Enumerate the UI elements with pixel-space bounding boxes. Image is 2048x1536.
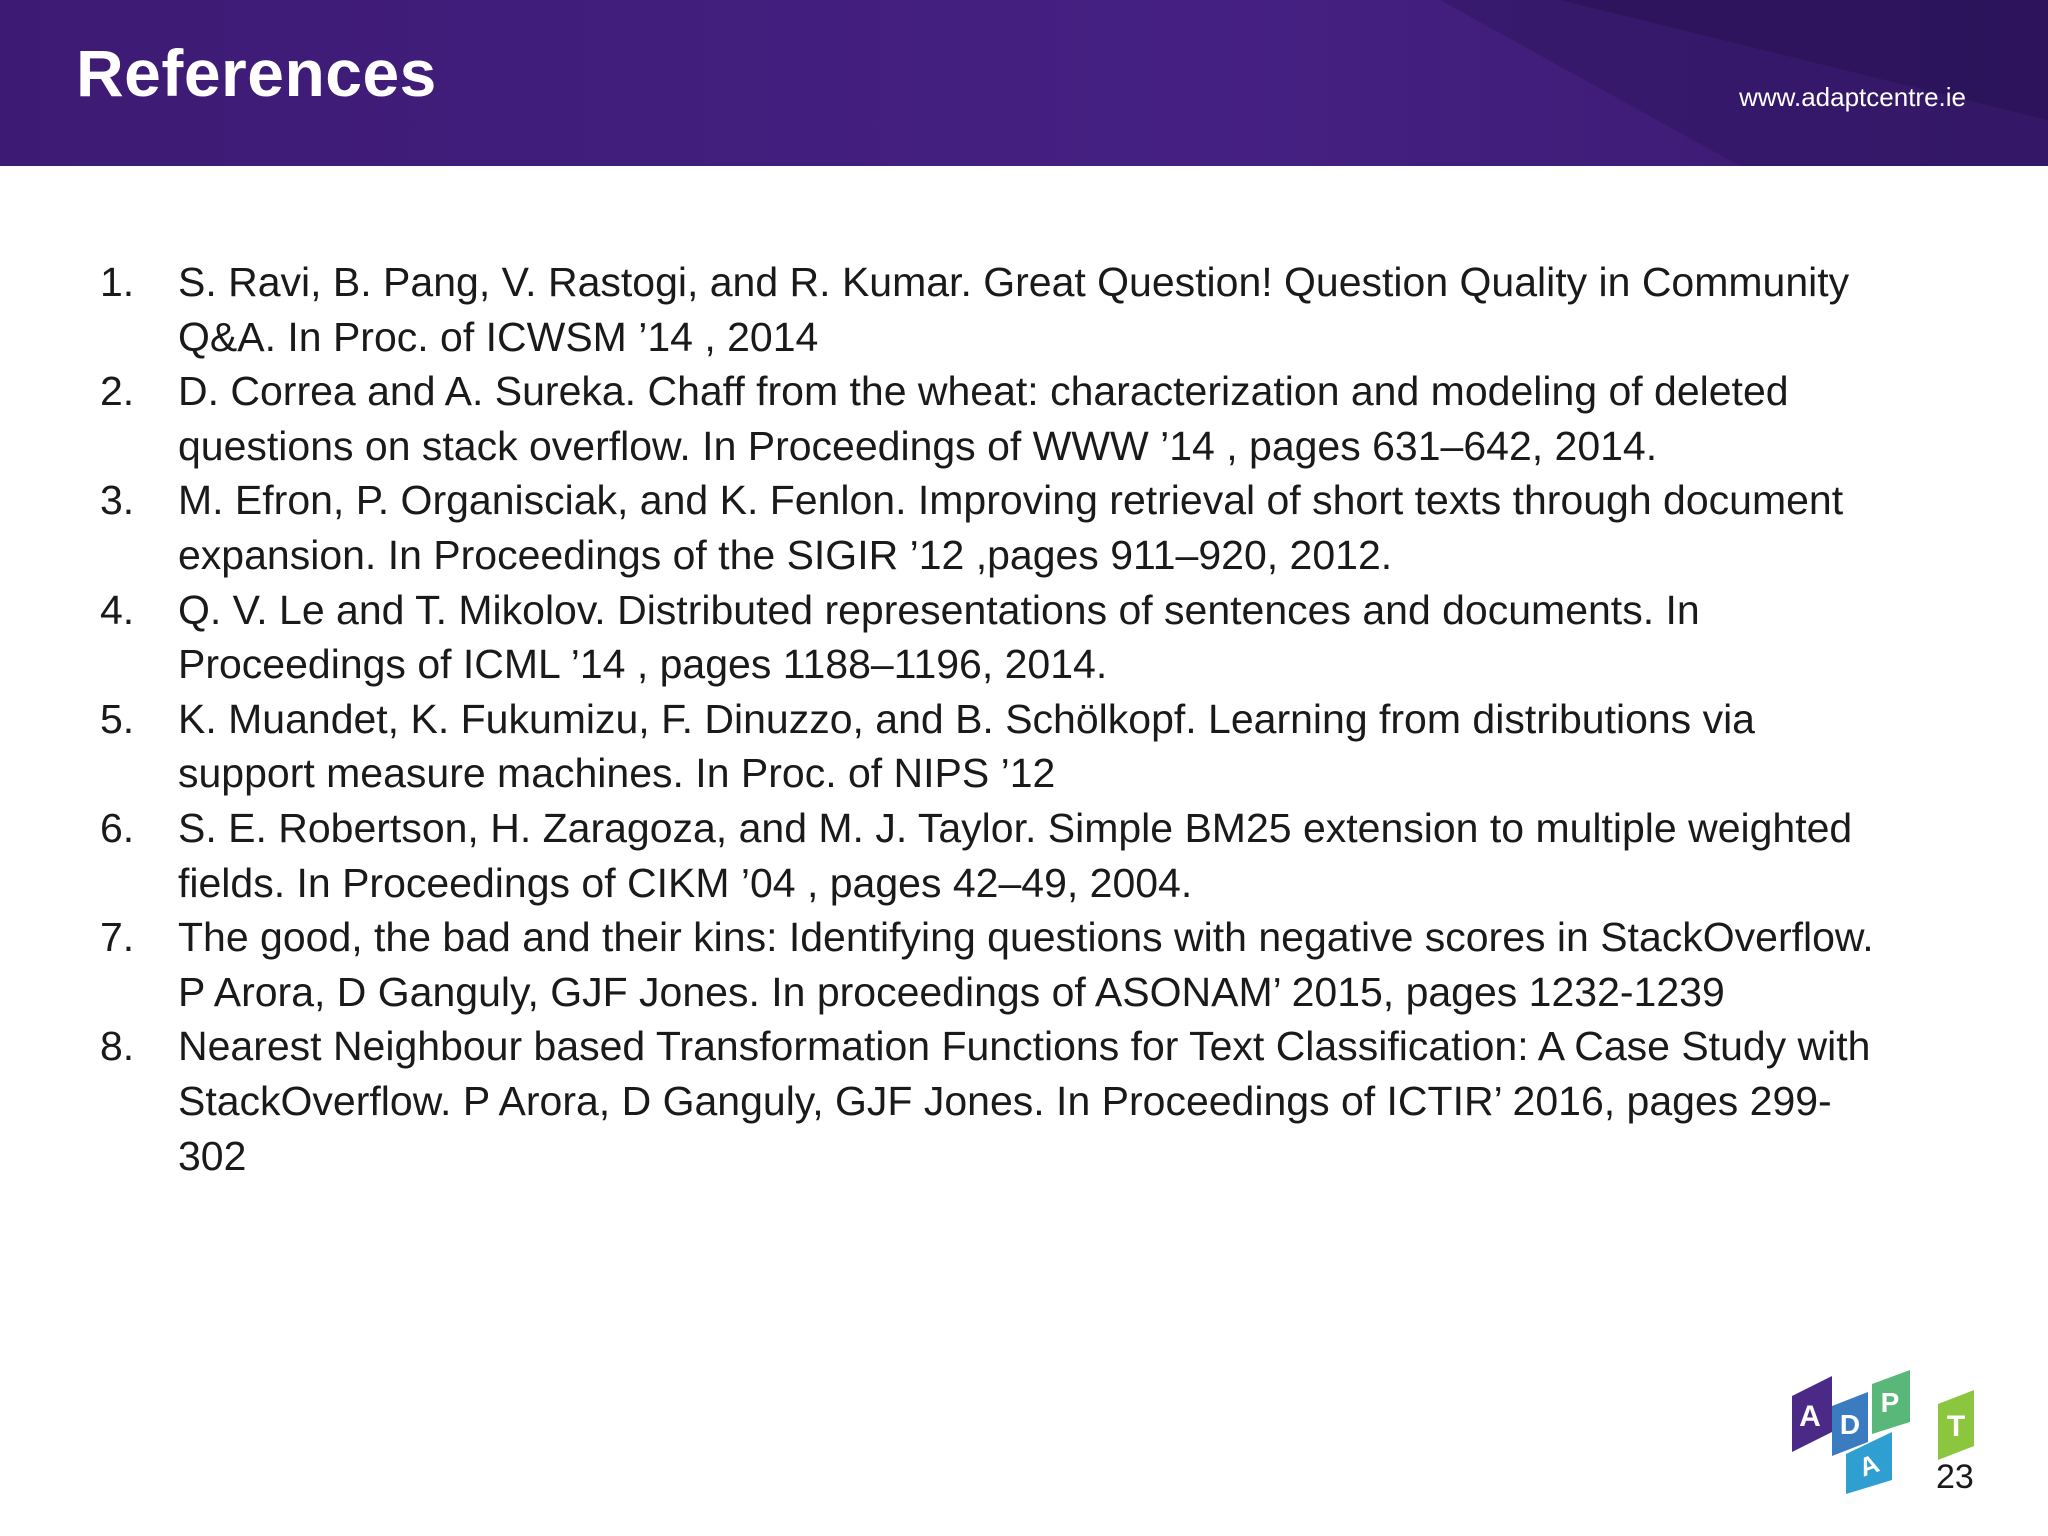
reference-list [100, 255, 1900, 1183]
reference-text: Q. V. Le and T. Mikolov. Distributed representations of sentences and documents. In Proceedings of ICML ’14 , pages 1188–1196, 2014. [178, 586, 1700, 688]
header-bar [0, 0, 2048, 166]
page-number: 23 [1936, 1458, 1974, 1496]
reference-text: S. E. Robertson, H. Zaragoza, and M. J. Taylor. Simple BM25 extension to multiple weighted fields. In Proceedings of CIKM ’04 , pages 42–49, 2004. [178, 804, 1853, 906]
page-title: References [76, 36, 437, 110]
reference-item [100, 364, 1900, 473]
reference-item [100, 910, 1900, 1019]
reference-number: 4. [100, 586, 135, 633]
reference-number: 6. [100, 804, 135, 851]
site-url: www.adaptcentre.ie [1739, 82, 1966, 112]
reference-item [100, 583, 1900, 692]
logo-letter-a-lower: A [1855, 1447, 1883, 1483]
reference-text: K. Muandet, K. Fukumizu, F. Dinuzzo, and B. Schölkopf. Learning from distributions via support measure machines. In Proc. of NIPS ’12 [178, 695, 1755, 797]
reference-item [100, 692, 1900, 801]
reference-item [100, 1019, 1900, 1183]
reference-number: 5. [100, 695, 135, 742]
reference-text: Nearest Neighbour based Transformation Functions for Text Classification: A Case Study with StackOverflow. P Arora, D Ganguly, GJF Jones. In Proceedings of ICTIR’ 2016, pages 299-302 [178, 1023, 1871, 1179]
reference-number: 8. [100, 1023, 135, 1070]
logo-letter-d: D [1839, 1409, 1861, 1440]
reference-text: The good, the bad and their kins: Identifying questions with negative scores in StackOverflow. P Arora, D Ganguly, GJF Jones. In proceedings of ASONAM’ 2015, pages 1232-1239 [178, 914, 1874, 1015]
reference-number: 1. [100, 259, 135, 305]
logo-letter-a: A [1799, 1400, 1821, 1433]
reference-item [100, 473, 1900, 582]
reference-text: D. Correa and A. Sureka. Chaff from the wheat: characterization and modeling of deleted questions on stack overflow. In Proceedings of WWW ’14 , pages 631–642, 2014. [178, 368, 1789, 469]
reference-number: 7. [100, 914, 135, 961]
logo-letter-p: P [1880, 1387, 1900, 1418]
reference-number: 3. [100, 477, 135, 524]
reference-item [100, 801, 1900, 910]
logo-letter-t: T [1946, 1410, 1966, 1443]
reference-text: M. Efron, P. Organisciak, and K. Fenlon. Improving retrieval of short texts through document expansion. In Proceedings of the SIGIR ’12 ,pages 911–920, 2012. [178, 477, 1844, 578]
reference-text: S. Ravi, B. Pang, V. Rastogi, and R. Kumar. Great Question! Question Quality in Community Q&A. In Proc. of ICWSM ’14 , 2014 [178, 259, 1850, 360]
reference-item [100, 255, 1900, 364]
reference-number: 2. [100, 368, 135, 415]
